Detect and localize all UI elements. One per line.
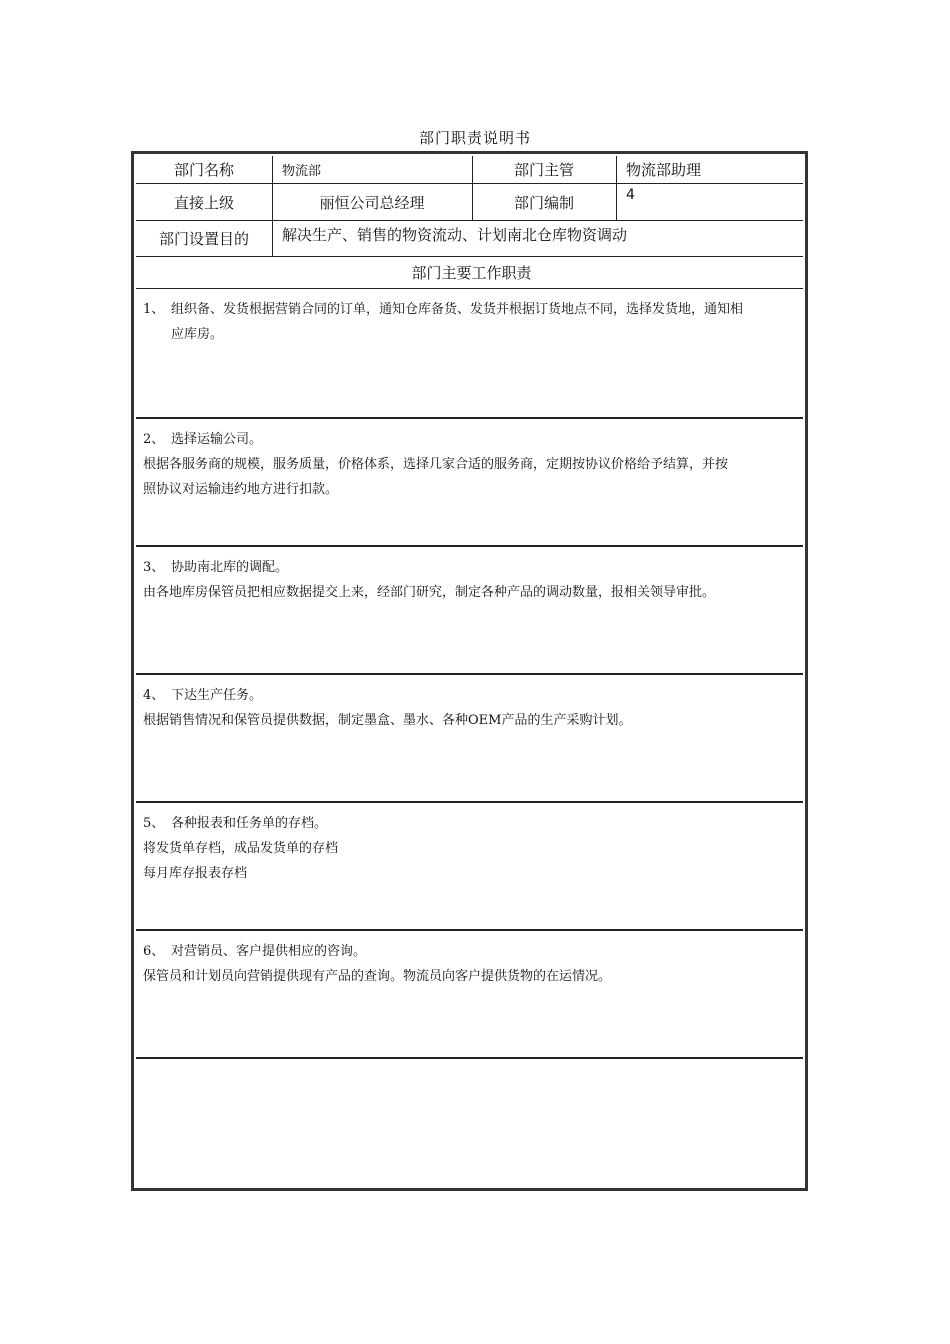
dept-name-label: 部门名称 (173, 161, 234, 179)
supervisor-label: 部门主管 (513, 161, 574, 179)
duty-detail: 由各地库房保管员把相应数据提交上来，经部门研究，制定各种产品的调动数量，报相关领导审批。 (143, 585, 716, 600)
duty-number: 6、 (143, 944, 165, 959)
superior-label: 直接上级 (173, 193, 234, 212)
duty-table-inner (136, 156, 803, 1186)
duty-title: 对营销员、客户提供相应的咨询。 (171, 944, 367, 959)
duty-item-1 (136, 289, 803, 417)
duty-detail: 根据销售情况和保管员提供数据，制定墨盒、墨水、各种OEM产品的生产采购计划。 (143, 713, 632, 728)
purpose-value: 解决生产、销售的物资流动、计划南北仓库物资调动 (282, 225, 628, 244)
purpose-label: 部门设置目的 (158, 230, 249, 248)
duty-title: 选择运输公司。 (171, 432, 263, 447)
duty-title-continued: 应库房。 (171, 327, 224, 342)
col-divider (272, 220, 273, 256)
duty-item-5 (136, 803, 803, 929)
col-divider (616, 156, 617, 220)
duty-title: 组织备、发货根据营销合同的订单，通知仓库备货、发货并根据订货地点不同，选择发货地，通知相 (171, 302, 744, 317)
duties-header: 部门主要工作职责 (411, 264, 532, 282)
dept-name-value: 物流部 (282, 164, 322, 179)
duty-item-3 (136, 547, 803, 673)
duty-number: 2、 (143, 432, 165, 447)
duty-detail: 照协议对运输违约地方进行扣款。 (143, 482, 339, 497)
duty-table (131, 151, 808, 1191)
duty-item-4 (136, 675, 803, 801)
duty-title: 各种报表和任务单的存档。 (171, 816, 328, 831)
duty-detail: 保管员和计划员向营销提供现有产品的查询。物流员向客户提供货物的在运情况。 (143, 969, 612, 984)
duty-number: 3、 (143, 560, 165, 575)
superior-value: 丽恒公司总经理 (319, 193, 425, 212)
duty-title: 协助南北库的调配。 (171, 560, 289, 575)
duty-item-6 (136, 931, 803, 1057)
duty-item-2 (136, 419, 803, 545)
duty-number: 4、 (143, 688, 165, 703)
duty-detail: 每月库存报表存档 (143, 866, 248, 881)
duty-title: 下达生产任务。 (171, 688, 263, 703)
duty-number: 1、 (143, 302, 165, 317)
document-title: 部门职责说明书 (418, 129, 531, 147)
empty-section (136, 1059, 803, 1185)
duty-detail: 将发货单存档，成品发货单的存档 (143, 841, 339, 856)
headcount-label: 部门编制 (513, 193, 574, 212)
duty-detail: 根据各服务商的规模，服务质量，价格体系，选择几家合适的服务商，定期按协议价格给予结算，并按 (143, 457, 729, 472)
supervisor-value: 物流部助理 (626, 161, 702, 179)
headcount-value: 4 (626, 187, 635, 203)
duty-number: 5、 (143, 816, 165, 831)
